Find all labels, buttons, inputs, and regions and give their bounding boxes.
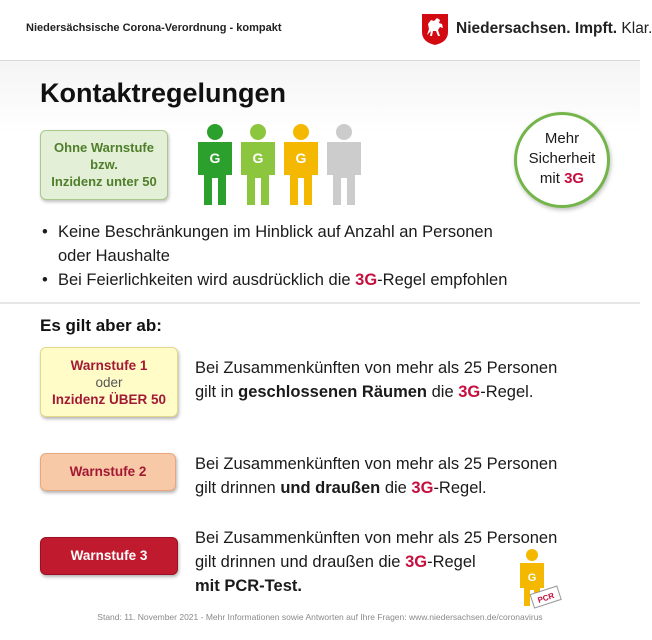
person-label: G: [252, 150, 264, 166]
warning-level-1-box: [40, 347, 178, 417]
no-warning-line-1: Ohne Warnstufe: [54, 140, 154, 155]
header-title: Niedersächsische Corona-Verordnung - kompakt: [26, 22, 282, 34]
l1-pre: gilt in: [195, 383, 239, 401]
badge-3g: 3G: [564, 170, 585, 187]
brand-part-3: Klar.: [621, 20, 652, 37]
section-divider: [0, 302, 640, 304]
l2-bold: und draußen: [280, 479, 381, 497]
no-warning-level-box: [40, 130, 168, 200]
level-2-text-line-1: Bei Zusammenkünften von mehr als 25 Personen: [195, 455, 558, 473]
bullet-item: [42, 220, 622, 268]
no-warning-line-3: Inzidenz unter 50: [51, 174, 157, 189]
bullet-2-3g: 3G: [355, 271, 378, 289]
badge-line-3: [517, 169, 607, 189]
l2-mid: die: [380, 479, 412, 497]
intro-bullets: [42, 220, 622, 292]
bullet-2-text: Bei Feierlichkeiten wird ausdrücklich die: [58, 271, 356, 289]
footer-note: Stand: 11. November 2021 - Mehr Informationen sowie Antworten auf Ihre Fragen: www.niedersachsen.de/coronavirus: [97, 612, 543, 622]
person-yellow-icon: [284, 124, 318, 205]
page-title: Kontaktregelungen: [40, 78, 287, 108]
warning-level-2-box: Warnstufe 2: [40, 453, 176, 491]
level-1-text-line-2: [195, 380, 615, 404]
l1-3g: 3G: [458, 383, 481, 401]
person-label: G: [295, 150, 307, 166]
person-grey-icon: [327, 124, 361, 205]
more-safety-badge: [514, 112, 610, 208]
brand-part-2: Impft.: [574, 20, 618, 37]
person-green-icon: [198, 124, 232, 205]
l2-pre: gilt drinnen: [195, 479, 281, 497]
bullet-1-line-2: oder Haushalte: [58, 247, 170, 265]
badge-line-1: Mehr: [544, 130, 580, 147]
no-warning-line-2: bzw.: [90, 157, 118, 172]
level-1-or: oder: [95, 375, 123, 390]
badge-line-2: Sicherheit: [528, 150, 596, 167]
bullet-2-suffix: -Regel empfohlen: [377, 271, 508, 289]
level-1-description: [195, 356, 615, 404]
level-3-text-line-1: Bei Zusammenkünften von mehr als 25 Personen: [195, 529, 558, 547]
l1-mid: die: [427, 383, 459, 401]
l1-post: -Regel.: [480, 383, 534, 401]
level-1-label: Warnstufe 1: [70, 358, 148, 373]
l3-pre: gilt drinnen und draußen die: [195, 553, 406, 571]
level-2-text-line-2: [195, 476, 615, 500]
pcr-person-label: G: [527, 572, 537, 584]
person-label: G: [209, 150, 221, 166]
l3-3g: 3G: [405, 553, 428, 571]
badge-line-3-text: mit: [539, 170, 565, 187]
level-1-incidence: Inzidenz ÜBER 50: [51, 392, 167, 407]
bullet-item: [42, 268, 622, 292]
level-3-text-line-3: mit PCR-Test.: [195, 577, 302, 595]
brand-part-1: Niedersachsen.: [456, 20, 571, 37]
people-icons: [195, 123, 370, 205]
brand-slogan: [456, 20, 652, 38]
l1-bold: geschlossenen Räumen: [238, 383, 428, 401]
top-bar: [0, 0, 652, 60]
section-subtitle: Es gilt aber ab:: [40, 316, 162, 335]
pcr-person-icon: [512, 548, 568, 610]
l2-post: -Regel.: [433, 479, 487, 497]
l2-3g: 3G: [411, 479, 434, 497]
pcr-tag: PCR: [536, 591, 556, 605]
level-1-text-line-1: Bei Zusammenkünften von mehr als 25 Personen: [195, 359, 558, 377]
level-2-description: [195, 452, 615, 500]
person-lightgreen-icon: [241, 124, 275, 205]
warning-level-3-box: Warnstufe 3: [40, 537, 178, 575]
l3-post: -Regel: [427, 553, 476, 571]
lower-saxony-horse-icon: [420, 12, 450, 46]
bullet-1-line-1: • Keine Beschränkungen im Hinblick auf Anzahl an Personen: [58, 223, 493, 241]
